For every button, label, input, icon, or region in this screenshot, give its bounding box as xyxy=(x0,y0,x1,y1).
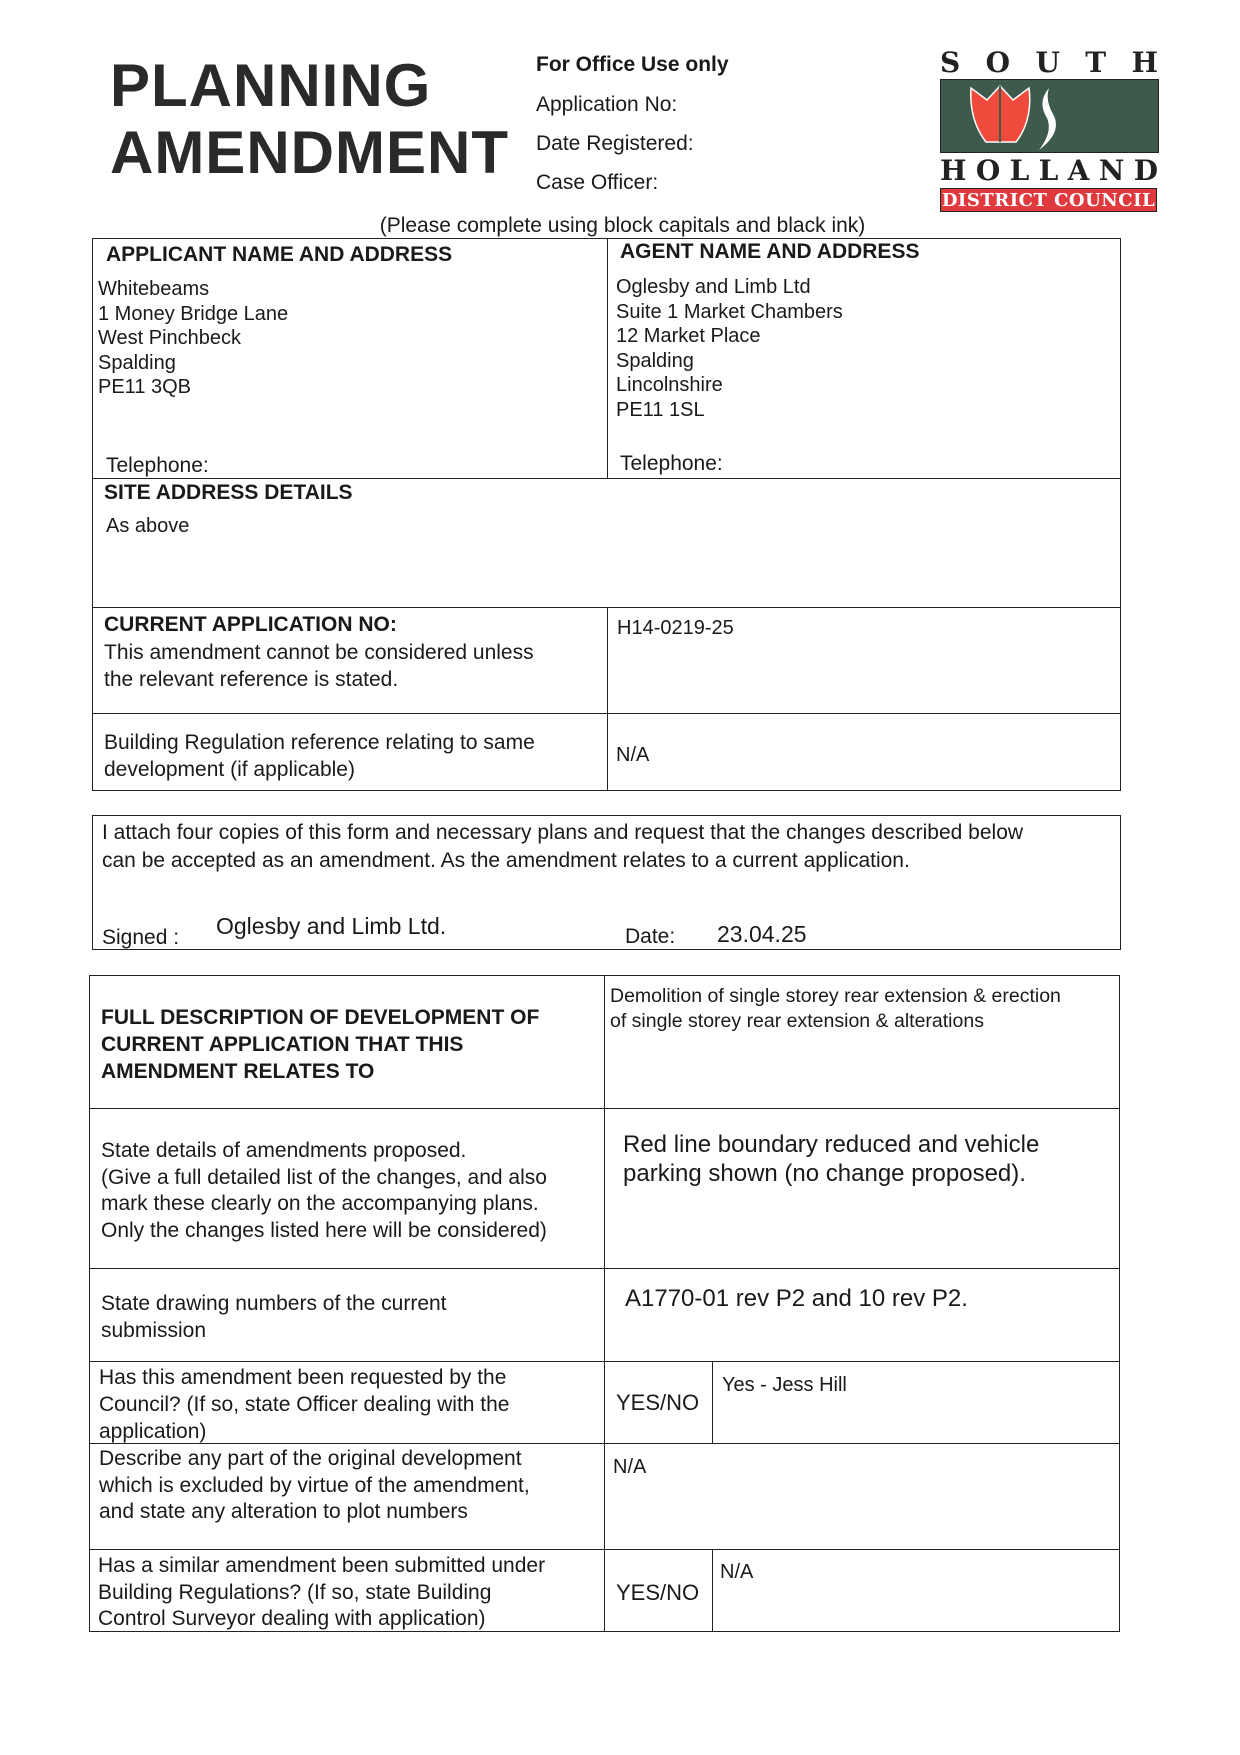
building-control-yesno[interactable]: YES/NO xyxy=(616,1580,700,1605)
address-line: Whitebeams xyxy=(98,278,210,300)
value-line: parking shown (no change proposed). xyxy=(623,1160,1026,1187)
label-line: Building Regulations? (If so, state Building xyxy=(98,1580,492,1604)
date-label: Date: xyxy=(625,925,676,948)
declaration-line: I attach four copies of this form and necessary plans and request that the changes described below xyxy=(102,821,1024,844)
logo-holland: H O L L A N D xyxy=(940,154,1158,187)
label-line: Describe any part of the original development xyxy=(99,1447,522,1470)
logo-south: S O U T H xyxy=(940,46,1158,79)
declaration-text xyxy=(102,819,1023,875)
council-logo xyxy=(940,46,1158,212)
amendments-value xyxy=(623,1130,1039,1188)
applicant-heading: APPLICANT NAME AND ADDRESS xyxy=(106,243,453,266)
label-line: CURRENT APPLICATION THAT THIS xyxy=(101,1033,464,1056)
current-application-note xyxy=(104,639,534,693)
council-request-yesno[interactable]: YES/NO xyxy=(616,1390,700,1415)
label-line: development (if applicable) xyxy=(104,758,355,781)
amendments-label xyxy=(101,1138,547,1244)
current-application-value: H14-0219-25 xyxy=(617,617,734,639)
building-control-label xyxy=(98,1553,545,1633)
value-line: Red line boundary reduced and vehicle xyxy=(623,1131,1040,1158)
label-line: (Give a full detailed list of the changes, and also xyxy=(101,1165,547,1189)
label-line: AMENDMENT RELATES TO xyxy=(101,1060,375,1083)
note-line: the relevant reference is stated. xyxy=(104,668,399,691)
address-line: PE11 3QB xyxy=(98,376,192,398)
agent-telephone-label: Telephone: xyxy=(620,452,723,475)
label-line: Has a similar amendment been submitted under xyxy=(98,1554,546,1577)
applicant-address xyxy=(98,277,288,400)
note-line: This amendment cannot be considered unless xyxy=(104,641,534,664)
instruction: (Please complete using block capitals and black ink) xyxy=(379,214,866,237)
address-line: 12 Market Place xyxy=(616,325,761,347)
value-line: Demolition of single storey rear extension & erection xyxy=(610,985,1061,1007)
address-line: Spalding xyxy=(616,349,694,372)
signed-label: Signed : xyxy=(102,926,180,949)
declaration-line: can be accepted as an amendment. As the amendment relates to a current application. xyxy=(102,849,910,872)
date-value: 23.04.25 xyxy=(717,921,807,947)
label-line: Has this amendment been requested by the xyxy=(99,1366,507,1389)
address-line: Lincolnshire xyxy=(616,374,723,396)
label-line: Control Surveyor dealing with application) xyxy=(98,1607,486,1630)
application-no-label: Application No: xyxy=(536,93,678,116)
label-line: mark these clearly on the accompanying plans. xyxy=(101,1192,539,1215)
office-use-heading: For Office Use only xyxy=(536,53,729,76)
logo-district-council: DISTRICT COUNCIL xyxy=(941,190,1156,211)
label-line: submission xyxy=(101,1319,207,1342)
site-address-value: As above xyxy=(106,515,190,537)
full-description-label xyxy=(101,1004,539,1085)
building-control-value: N/A xyxy=(720,1561,754,1583)
label-line: Council? (If so, state Officer dealing with the xyxy=(99,1393,510,1416)
address-line: 1 Money Bridge Lane xyxy=(98,302,289,325)
case-officer-label: Case Officer: xyxy=(536,171,659,194)
date-registered-label: Date Registered: xyxy=(536,132,694,155)
site-heading: SITE ADDRESS DETAILS xyxy=(104,481,353,504)
drawings-value: A1770-01 rev P2 and 10 rev P2. xyxy=(625,1285,968,1312)
drawings-label xyxy=(101,1290,447,1344)
address-line: Spalding xyxy=(98,351,176,374)
applicant-telephone-label: Telephone: xyxy=(106,454,209,477)
council-request-label xyxy=(99,1364,509,1445)
label-line: which is excluded by virtue of the amendment, xyxy=(99,1473,530,1497)
label-line: and state any alteration to plot numbers xyxy=(99,1500,468,1523)
full-description-value xyxy=(610,984,1061,1034)
building-reg-value: N/A xyxy=(616,744,650,766)
address-line: PE11 1SL xyxy=(616,398,705,421)
address-line: Oglesby and Limb Ltd xyxy=(616,276,811,298)
label-line: State details of amendments proposed. xyxy=(101,1139,467,1162)
council-request-value: Yes - Jess Hill xyxy=(722,1374,847,1396)
building-reg-label xyxy=(104,729,535,783)
label-line: application) xyxy=(99,1420,207,1443)
address-line: Suite 1 Market Chambers xyxy=(616,300,843,323)
instruction-text xyxy=(0,214,1240,238)
value-line: of single storey rear extension & alterations xyxy=(610,1010,984,1032)
tulip-icon xyxy=(940,79,1159,153)
address-line: West Pinchbeck xyxy=(98,327,242,349)
signed-value: Oglesby and Limb Ltd. xyxy=(216,913,447,939)
form-title-line2: AMENDMENT xyxy=(110,119,509,186)
excluded-value: N/A xyxy=(613,1456,647,1478)
label-line: FULL DESCRIPTION OF DEVELOPMENT OF xyxy=(101,1006,540,1029)
label-line: Only the changes listed here will be considered) xyxy=(101,1218,547,1242)
agent-address xyxy=(616,275,843,422)
excluded-label xyxy=(99,1446,530,1526)
label-line: Building Regulation reference relating to same xyxy=(104,731,535,754)
current-application-heading: CURRENT APPLICATION NO: xyxy=(104,613,397,636)
form-title-line1: PLANNING xyxy=(110,52,432,119)
agent-heading: AGENT NAME AND ADDRESS xyxy=(620,240,920,263)
label-line: State drawing numbers of the current xyxy=(101,1292,447,1315)
